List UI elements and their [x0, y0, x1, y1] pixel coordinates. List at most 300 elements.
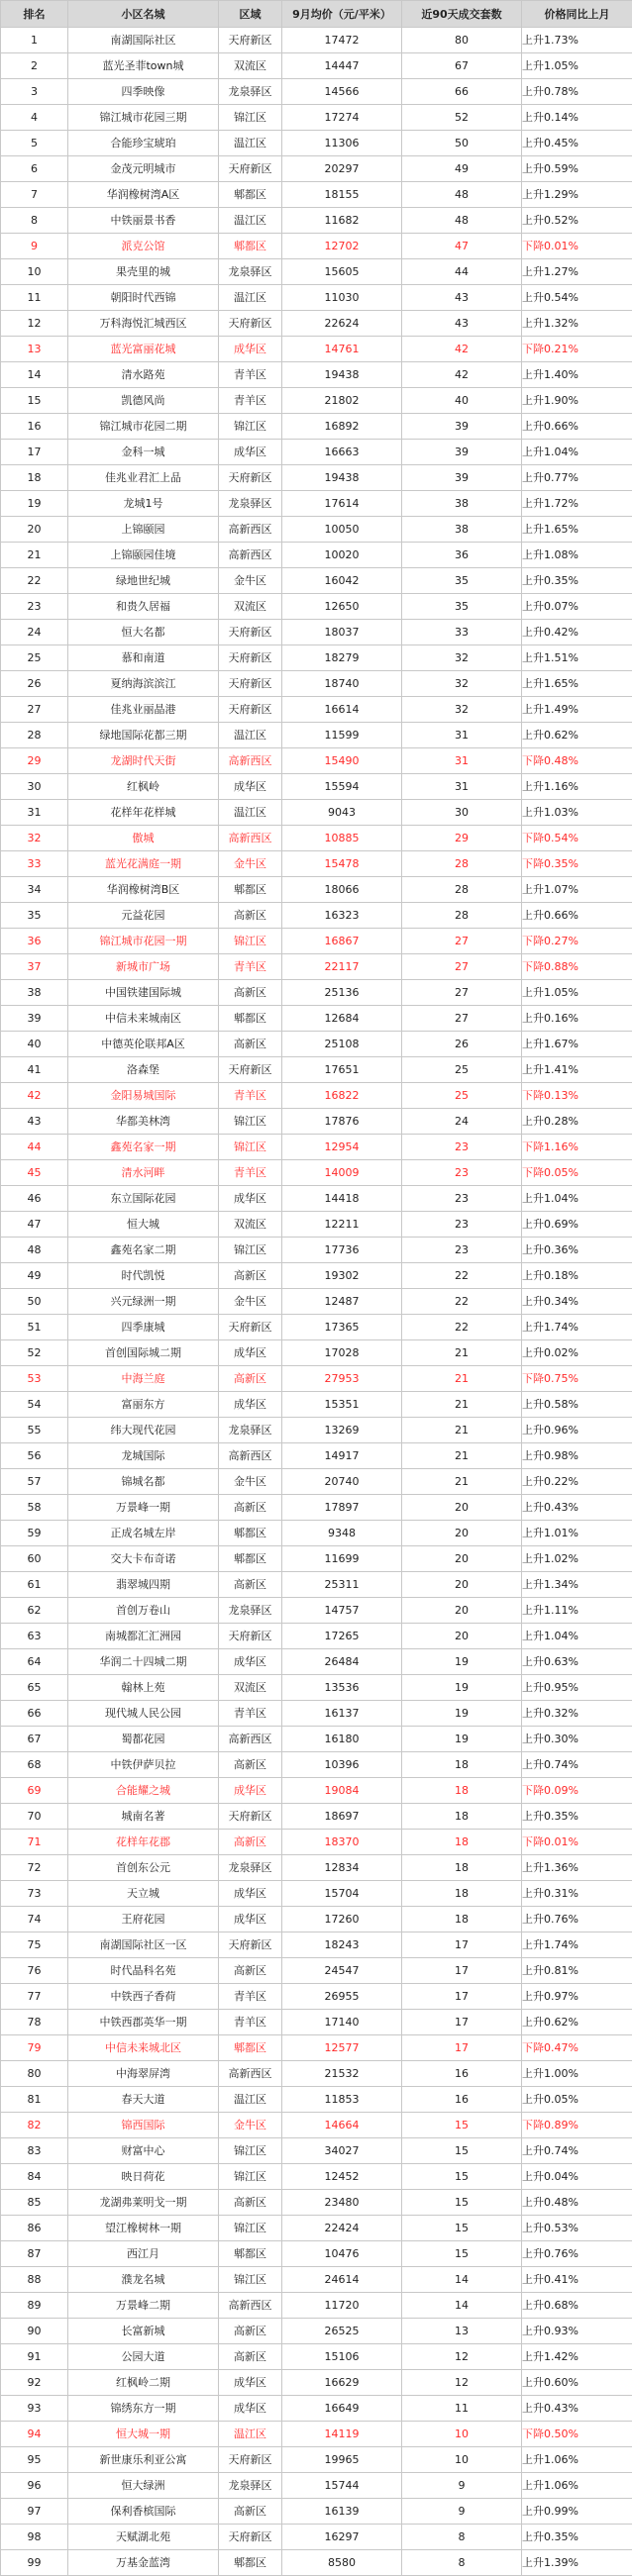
- cell-rank: 47: [1, 1212, 68, 1238]
- cell-name: 鑫苑名家一期: [68, 1135, 219, 1160]
- cell-price: 12577: [282, 2035, 402, 2061]
- cell-rank: 83: [1, 2138, 68, 2164]
- cell-change: 上升0.63%: [522, 1649, 632, 1675]
- cell-deals: 40: [402, 388, 522, 414]
- cell-price: 18697: [282, 1804, 402, 1830]
- cell-district: 成华区: [219, 2370, 282, 2396]
- cell-change: 上升0.07%: [522, 594, 632, 620]
- cell-price: 21802: [282, 388, 402, 414]
- cell-deals: 21: [402, 1366, 522, 1392]
- cell-district: 龙泉驿区: [219, 491, 282, 517]
- table-row: [1, 2319, 632, 2344]
- cell-price: 18243: [282, 1932, 402, 1958]
- cell-change: 下降0.35%: [522, 851, 632, 877]
- cell-change: 上升0.66%: [522, 903, 632, 929]
- cell-district: 高新区: [219, 2190, 282, 2216]
- cell-change: 上升0.60%: [522, 2370, 632, 2396]
- cell-name: 锦江城市花园二期: [68, 414, 219, 440]
- cell-district: 锦江区: [219, 2138, 282, 2164]
- cell-deals: 80: [402, 28, 522, 53]
- cell-deals: 20: [402, 1624, 522, 1649]
- cell-change: 上升1.39%: [522, 2550, 632, 2576]
- cell-change: 上升1.40%: [522, 362, 632, 388]
- cell-price: 18370: [282, 1830, 402, 1855]
- cell-rank: 19: [1, 491, 68, 517]
- cell-name: 交大卡布奇诺: [68, 1546, 219, 1572]
- cell-change: 上升0.52%: [522, 208, 632, 234]
- cell-rank: 24: [1, 620, 68, 645]
- cell-deals: 21: [402, 1443, 522, 1469]
- cell-rank: 27: [1, 697, 68, 723]
- cell-deals: 23: [402, 1186, 522, 1212]
- cell-price: 9043: [282, 800, 402, 826]
- cell-change: 下降1.16%: [522, 1135, 632, 1160]
- cell-deals: 38: [402, 491, 522, 517]
- cell-deals: 25: [402, 1083, 522, 1109]
- cell-price: 11699: [282, 1546, 402, 1572]
- cell-rank: 52: [1, 1340, 68, 1366]
- cell-change: 上升0.30%: [522, 1727, 632, 1752]
- cell-district: 成华区: [219, 1186, 282, 1212]
- cell-district: 锦江区: [219, 105, 282, 131]
- cell-deals: 23: [402, 1238, 522, 1263]
- cell-deals: 42: [402, 337, 522, 362]
- cell-deals: 28: [402, 903, 522, 929]
- cell-price: 19438: [282, 465, 402, 491]
- cell-rank: 15: [1, 388, 68, 414]
- cell-deals: 36: [402, 543, 522, 568]
- cell-rank: 1: [1, 28, 68, 53]
- table-row: [1, 1752, 632, 1778]
- cell-district: 成华区: [219, 2396, 282, 2422]
- cell-price: 15490: [282, 748, 402, 774]
- cell-name: 红枫岭: [68, 774, 219, 800]
- table-row: [1, 105, 632, 131]
- cell-name: 南湖国际社区一区: [68, 1932, 219, 1958]
- cell-change: 下降0.27%: [522, 929, 632, 954]
- cell-deals: 22: [402, 1263, 522, 1289]
- cell-rank: 66: [1, 1701, 68, 1727]
- cell-deals: 18: [402, 1881, 522, 1907]
- cell-change: 上升1.65%: [522, 517, 632, 543]
- cell-deals: 9: [402, 2473, 522, 2499]
- cell-price: 11682: [282, 208, 402, 234]
- cell-rank: 3: [1, 79, 68, 105]
- cell-deals: 12: [402, 2370, 522, 2396]
- cell-district: 天府新区: [219, 671, 282, 697]
- cell-change: 上升0.76%: [522, 1907, 632, 1932]
- cell-rank: 12: [1, 311, 68, 337]
- cell-price: 20297: [282, 156, 402, 182]
- cell-deals: 31: [402, 748, 522, 774]
- cell-district: 高新区: [219, 2499, 282, 2525]
- cell-rank: 13: [1, 337, 68, 362]
- cell-deals: 47: [402, 234, 522, 259]
- table-row: [1, 1804, 632, 1830]
- cell-name: 华润橡树湾A区: [68, 182, 219, 208]
- cell-rank: 58: [1, 1495, 68, 1521]
- cell-district: 双流区: [219, 1675, 282, 1701]
- cell-deals: 19: [402, 1701, 522, 1727]
- cell-rank: 91: [1, 2344, 68, 2370]
- cell-deals: 52: [402, 105, 522, 131]
- cell-change: 下降0.88%: [522, 954, 632, 980]
- cell-rank: 98: [1, 2525, 68, 2550]
- cell-district: 温江区: [219, 208, 282, 234]
- cell-change: 上升0.48%: [522, 2190, 632, 2216]
- cell-name: 长富新城: [68, 2319, 219, 2344]
- cell-deals: 39: [402, 414, 522, 440]
- table-row: [1, 1521, 632, 1546]
- cell-district: 高新西区: [219, 748, 282, 774]
- cell-change: 上升0.54%: [522, 285, 632, 311]
- cell-deals: 20: [402, 1521, 522, 1546]
- table-row: [1, 1830, 632, 1855]
- cell-district: 龙泉驿区: [219, 1598, 282, 1624]
- cell-district: 青羊区: [219, 388, 282, 414]
- cell-district: 青羊区: [219, 1160, 282, 1186]
- cell-deals: 49: [402, 156, 522, 182]
- cell-district: 成华区: [219, 1778, 282, 1804]
- cell-price: 15744: [282, 2473, 402, 2499]
- cell-name: 佳兆业君汇上品: [68, 465, 219, 491]
- cell-district: 天府新区: [219, 645, 282, 671]
- table-row: [1, 208, 632, 234]
- cell-district: 金牛区: [219, 2113, 282, 2138]
- table-row: [1, 1598, 632, 1624]
- cell-name: 绿地国际花都三期: [68, 723, 219, 748]
- cell-price: 15704: [282, 1881, 402, 1907]
- table-row: [1, 2113, 632, 2138]
- cell-rank: 31: [1, 800, 68, 826]
- cell-price: 17736: [282, 1238, 402, 1263]
- table-row: [1, 311, 632, 337]
- cell-change: 上升0.95%: [522, 1675, 632, 1701]
- cell-name: 元益花园: [68, 903, 219, 929]
- cell-district: 高新区: [219, 1830, 282, 1855]
- cell-price: 18037: [282, 620, 402, 645]
- cell-name: 中德英伦联邦A区: [68, 1032, 219, 1057]
- cell-rank: 25: [1, 645, 68, 671]
- cell-name: 映日荷花: [68, 2164, 219, 2190]
- cell-district: 高新西区: [219, 543, 282, 568]
- cell-name: 夏纳海滨滨江: [68, 671, 219, 697]
- cell-rank: 55: [1, 1418, 68, 1443]
- cell-price: 26955: [282, 1984, 402, 2010]
- cell-name: 华润橡树湾B区: [68, 877, 219, 903]
- cell-price: 18740: [282, 671, 402, 697]
- cell-name: 中海兰庭: [68, 1366, 219, 1392]
- cell-change: 上升0.36%: [522, 1238, 632, 1263]
- cell-name: 万景峰二期: [68, 2293, 219, 2319]
- table-row: [1, 826, 632, 851]
- cell-change: 下降0.75%: [522, 1366, 632, 1392]
- cell-name: 金茂元明城市: [68, 156, 219, 182]
- table-row: [1, 800, 632, 826]
- cell-change: 上升1.74%: [522, 1315, 632, 1340]
- cell-name: 龙湖弗莱明戈一期: [68, 2190, 219, 2216]
- cell-district: 温江区: [219, 131, 282, 156]
- table-row: [1, 2164, 632, 2190]
- cell-district: 高新区: [219, 2344, 282, 2370]
- cell-rank: 4: [1, 105, 68, 131]
- table-row: [1, 1186, 632, 1212]
- cell-price: 15106: [282, 2344, 402, 2370]
- cell-district: 青羊区: [219, 1083, 282, 1109]
- cell-district: 成华区: [219, 440, 282, 465]
- cell-price: 14917: [282, 1443, 402, 1469]
- table-row: [1, 388, 632, 414]
- cell-price: 16649: [282, 2396, 402, 2422]
- cell-rank: 57: [1, 1469, 68, 1495]
- cell-name: 新城市广场: [68, 954, 219, 980]
- cell-rank: 78: [1, 2010, 68, 2035]
- cell-deals: 15: [402, 2241, 522, 2267]
- cell-change: 上升1.06%: [522, 2473, 632, 2499]
- cell-name: 中铁丽景书香: [68, 208, 219, 234]
- cell-district: 锦江区: [219, 1238, 282, 1263]
- cell-price: 12684: [282, 1006, 402, 1032]
- cell-price: 16180: [282, 1727, 402, 1752]
- cell-district: 锦江区: [219, 1135, 282, 1160]
- cell-deals: 18: [402, 1752, 522, 1778]
- table-row: [1, 1443, 632, 1469]
- cell-price: 12954: [282, 1135, 402, 1160]
- cell-rank: 82: [1, 2113, 68, 2138]
- cell-price: 17028: [282, 1340, 402, 1366]
- cell-deals: 19: [402, 1727, 522, 1752]
- cell-change: 上升0.96%: [522, 1418, 632, 1443]
- cell-name: 恒大城一期: [68, 2422, 219, 2447]
- cell-name: 天立城: [68, 1881, 219, 1907]
- table-row: [1, 568, 632, 594]
- cell-change: 上升1.03%: [522, 800, 632, 826]
- cell-district: 高新区: [219, 903, 282, 929]
- cell-rank: 8: [1, 208, 68, 234]
- cell-change: 上升0.74%: [522, 2138, 632, 2164]
- cell-price: 11030: [282, 285, 402, 311]
- cell-district: 锦江区: [219, 1109, 282, 1135]
- cell-change: 上升0.68%: [522, 2293, 632, 2319]
- cell-change: 上升1.90%: [522, 388, 632, 414]
- cell-district: 天府新区: [219, 156, 282, 182]
- cell-price: 16892: [282, 414, 402, 440]
- cell-district: 龙泉驿区: [219, 79, 282, 105]
- cell-deals: 13: [402, 2319, 522, 2344]
- table-row: [1, 980, 632, 1006]
- table-row: [1, 1495, 632, 1521]
- cell-rank: 68: [1, 1752, 68, 1778]
- cell-deals: 35: [402, 568, 522, 594]
- cell-name: 四季映像: [68, 79, 219, 105]
- cell-rank: 60: [1, 1546, 68, 1572]
- table-row: [1, 2010, 632, 2035]
- table-row: [1, 877, 632, 903]
- header-row: [1, 1, 632, 28]
- table-row: [1, 1881, 632, 1907]
- cell-rank: 51: [1, 1315, 68, 1340]
- cell-deals: 21: [402, 1392, 522, 1418]
- cell-district: 金牛区: [219, 568, 282, 594]
- table-row: [1, 182, 632, 208]
- cell-district: 郫都区: [219, 2035, 282, 2061]
- cell-name: 时代凯悦: [68, 1263, 219, 1289]
- cell-price: 17897: [282, 1495, 402, 1521]
- cell-change: 上升1.49%: [522, 697, 632, 723]
- cell-district: 锦江区: [219, 2267, 282, 2293]
- cell-rank: 30: [1, 774, 68, 800]
- cell-deals: 33: [402, 620, 522, 645]
- cell-deals: 20: [402, 1546, 522, 1572]
- cell-rank: 10: [1, 259, 68, 285]
- header-name: 小区名城: [68, 1, 219, 28]
- cell-name: 中海翠屏湾: [68, 2061, 219, 2087]
- table-row: [1, 1083, 632, 1109]
- cell-name: 花样年花样城: [68, 800, 219, 826]
- cell-rank: 72: [1, 1855, 68, 1881]
- cell-district: 温江区: [219, 723, 282, 748]
- cell-change: 上升1.74%: [522, 1932, 632, 1958]
- cell-district: 高新区: [219, 1366, 282, 1392]
- cell-name: 东立国际花园: [68, 1186, 219, 1212]
- cell-change: 上升0.22%: [522, 1469, 632, 1495]
- cell-deals: 26: [402, 1032, 522, 1057]
- cell-deals: 19: [402, 1675, 522, 1701]
- cell-rank: 26: [1, 671, 68, 697]
- cell-change: 上升1.36%: [522, 1855, 632, 1881]
- cell-deals: 66: [402, 79, 522, 105]
- cell-district: 高新区: [219, 1495, 282, 1521]
- cell-price: 12650: [282, 594, 402, 620]
- cell-price: 25311: [282, 1572, 402, 1598]
- cell-change: 上升0.42%: [522, 620, 632, 645]
- cell-price: 14566: [282, 79, 402, 105]
- cell-district: 天府新区: [219, 465, 282, 491]
- cell-district: 金牛区: [219, 851, 282, 877]
- table-row: [1, 517, 632, 543]
- cell-rank: 59: [1, 1521, 68, 1546]
- header-rank: 排名: [1, 1, 68, 28]
- cell-change: 上升1.72%: [522, 491, 632, 517]
- table-row: [1, 1546, 632, 1572]
- cell-district: 天府新区: [219, 697, 282, 723]
- table-row: [1, 1057, 632, 1083]
- cell-name: 中国铁建国际城: [68, 980, 219, 1006]
- cell-price: 18155: [282, 182, 402, 208]
- cell-deals: 15: [402, 2216, 522, 2241]
- cell-district: 成华区: [219, 1881, 282, 1907]
- cell-rank: 63: [1, 1624, 68, 1649]
- cell-district: 双流区: [219, 594, 282, 620]
- table-row: [1, 337, 632, 362]
- table-row: [1, 1727, 632, 1752]
- cell-deals: 15: [402, 2190, 522, 2216]
- cell-district: 高新区: [219, 2319, 282, 2344]
- cell-name: 天赋湖北苑: [68, 2525, 219, 2550]
- cell-price: 10396: [282, 1752, 402, 1778]
- cell-name: 万景峰一期: [68, 1495, 219, 1521]
- cell-name: 上锦颐园佳境: [68, 543, 219, 568]
- cell-change: 下降0.47%: [522, 2035, 632, 2061]
- cell-price: 21532: [282, 2061, 402, 2087]
- cell-deals: 44: [402, 259, 522, 285]
- cell-deals: 30: [402, 800, 522, 826]
- cell-deals: 28: [402, 851, 522, 877]
- cell-rank: 89: [1, 2293, 68, 2319]
- cell-price: 26484: [282, 1649, 402, 1675]
- cell-rank: 70: [1, 1804, 68, 1830]
- cell-district: 金牛区: [219, 1469, 282, 1495]
- table-row: [1, 954, 632, 980]
- cell-rank: 33: [1, 851, 68, 877]
- cell-deals: 16: [402, 2087, 522, 2113]
- cell-deals: 32: [402, 645, 522, 671]
- table-row: [1, 723, 632, 748]
- cell-rank: 6: [1, 156, 68, 182]
- table-row: [1, 1701, 632, 1727]
- cell-name: 中铁伊萨贝拉: [68, 1752, 219, 1778]
- cell-change: 上升1.42%: [522, 2344, 632, 2370]
- cell-name: 锦江城市花园一期: [68, 929, 219, 954]
- cell-district: 高新西区: [219, 1443, 282, 1469]
- cell-rank: 29: [1, 748, 68, 774]
- cell-district: 高新西区: [219, 517, 282, 543]
- cell-deals: 18: [402, 1830, 522, 1855]
- table-row: [1, 1263, 632, 1289]
- cell-name: 绿地世纪城: [68, 568, 219, 594]
- table-row: [1, 1212, 632, 1238]
- cell-deals: 20: [402, 1598, 522, 1624]
- cell-district: 高新区: [219, 1752, 282, 1778]
- cell-price: 14418: [282, 1186, 402, 1212]
- cell-price: 15478: [282, 851, 402, 877]
- cell-district: 天府新区: [219, 1315, 282, 1340]
- cell-price: 14757: [282, 1598, 402, 1624]
- cell-rank: 80: [1, 2061, 68, 2087]
- cell-change: 上升0.43%: [522, 1495, 632, 1521]
- cell-price: 16867: [282, 929, 402, 954]
- table-row: [1, 53, 632, 79]
- cell-change: 上升0.34%: [522, 1289, 632, 1315]
- table-row: [1, 1932, 632, 1958]
- table-row: [1, 465, 632, 491]
- cell-deals: 10: [402, 2447, 522, 2473]
- cell-name: 龙湖时代天街: [68, 748, 219, 774]
- cell-name: 恒大名都: [68, 620, 219, 645]
- cell-change: 上升1.11%: [522, 1598, 632, 1624]
- cell-name: 蓝光富丽花城: [68, 337, 219, 362]
- table-row: [1, 2525, 632, 2550]
- cell-name: 中铁西郡英华一期: [68, 2010, 219, 2035]
- cell-deals: 27: [402, 929, 522, 954]
- table-row: [1, 131, 632, 156]
- cell-name: 华都美林湾: [68, 1109, 219, 1135]
- cell-price: 17472: [282, 28, 402, 53]
- cell-change: 上升1.07%: [522, 877, 632, 903]
- cell-district: 郫都区: [219, 1521, 282, 1546]
- table-row: [1, 79, 632, 105]
- cell-price: 16822: [282, 1083, 402, 1109]
- cell-change: 下降0.01%: [522, 1830, 632, 1855]
- cell-price: 34027: [282, 2138, 402, 2164]
- cell-district: 高新西区: [219, 826, 282, 851]
- cell-change: 上升1.41%: [522, 1057, 632, 1083]
- cell-price: 23480: [282, 2190, 402, 2216]
- cell-name: 首创东公元: [68, 1855, 219, 1881]
- cell-price: 19084: [282, 1778, 402, 1804]
- cell-change: 上升0.62%: [522, 2010, 632, 2035]
- table-row: [1, 543, 632, 568]
